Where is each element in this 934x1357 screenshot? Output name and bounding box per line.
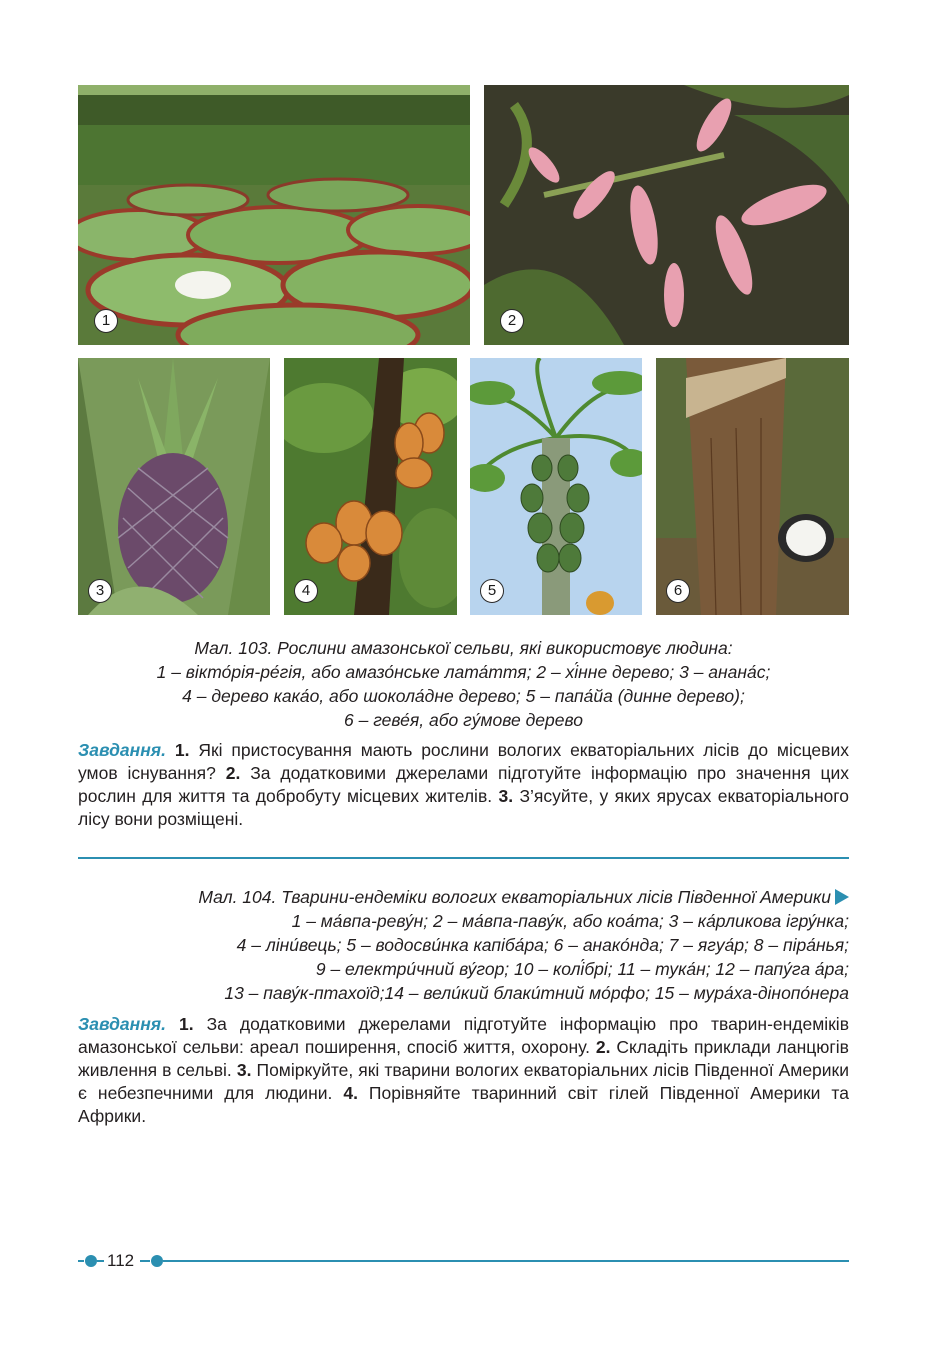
- task-number: 3.: [498, 786, 514, 806]
- caption-line: 4 – ліни́вець; 5 – водосви́нка капіба́ра; 6 – анако́нда; 7 – ягуа́р; 8 – піра́нья;: [236, 935, 849, 955]
- caption-line: 1 – вікто́рія-ре́гія, або амазо́нське лата́ття; 2 – хі́нне дерево; 3 – анана́с;: [156, 662, 771, 682]
- task-text: Порівняйте тваринний світ гілей Південної Америки та Африки.: [78, 1083, 849, 1126]
- task-text: За додатковими джерелами підготуйте інформацію про тварин-ендеміків амазонської сельви: ареал поширення, спосіб життя, охорону.: [78, 1014, 849, 1057]
- photo-cacao: [284, 358, 457, 615]
- photo-number: 3: [88, 579, 112, 603]
- caption-line: 1 – ма́впа-реву́н; 2 – ма́впа-паву́к, або коа́та; 3 – ка́рликова ігру́нка;: [291, 911, 849, 931]
- footer-ornament: [78, 1251, 849, 1271]
- photo-papaya: [470, 358, 642, 615]
- task-number: 2.: [225, 763, 241, 783]
- task-number: 3.: [236, 1060, 252, 1080]
- task-text: З’ясуйте, у яких ярусах екваторіального лісу вони розміщені.: [78, 786, 849, 829]
- photo-hevea: [656, 358, 849, 615]
- caption-line: Мал. 104. Тварини-ендеміки вологих екваторіальних лісів Південної Америки: [198, 887, 831, 907]
- caption-line: 6 – геве́я, або гу́мове дерево: [344, 710, 583, 730]
- task-text: За додатковими джерелами підготуйте інформацію про значення цих рослин для життя та добробуту місцевих жителів.: [78, 763, 849, 806]
- task-label: Завдання.: [78, 740, 166, 760]
- photo-cinchona: [484, 85, 849, 345]
- photo-number: 6: [666, 579, 690, 603]
- task-2: [78, 1013, 849, 1128]
- photo-number: 2: [500, 309, 524, 333]
- photo-victoria-regia: [78, 85, 470, 345]
- task-1: [78, 739, 849, 831]
- caption-line: 13 – паву́к-птахоїд;14 – вели́кий блаки́тний мо́рфо; 15 – мура́ха-дінопо́нера: [224, 983, 849, 1003]
- photo-number: 4: [294, 579, 318, 603]
- task-number: 4.: [343, 1083, 358, 1103]
- caption-line: 9 – електри́чний ву́гор; 10 – колі́брі; 11 – тука́н; 12 – папу́га а́ра;: [315, 959, 849, 979]
- section-divider: [78, 857, 849, 859]
- figure-104-caption: [78, 885, 849, 1005]
- task-text: Складіть приклади ланцюгів живлення в сельві.: [78, 1037, 849, 1080]
- task-label: Завдання.: [78, 1014, 166, 1034]
- photo-number: 1: [94, 309, 118, 333]
- task-number: 1.: [174, 740, 190, 760]
- page-footer: [78, 1251, 849, 1271]
- photo-pineapple: [78, 358, 270, 615]
- photo-number: 5: [480, 579, 504, 603]
- caption-line: Мал. 103. Рослини амазонської сельви, які використовує людина:: [194, 638, 733, 658]
- page-number: 112: [107, 1251, 135, 1270]
- task-number: 1.: [178, 1014, 194, 1034]
- figure-103-caption: [78, 636, 849, 732]
- task-text: Які пристосування мають рослини вологих екваторіальних лісів до місцевих умов існування?: [78, 740, 849, 783]
- task-text: Поміркуйте, які тварини вологих екваторіальних лісів Південної Америки є небезпечними для людини.: [78, 1060, 849, 1103]
- caption-line: 4 – дерево кака́о, або шокола́дне дерево; 5 – папа́йа (динне дерево);: [182, 686, 745, 706]
- task-number: 2.: [595, 1037, 611, 1057]
- arrow-right-icon: [835, 889, 849, 905]
